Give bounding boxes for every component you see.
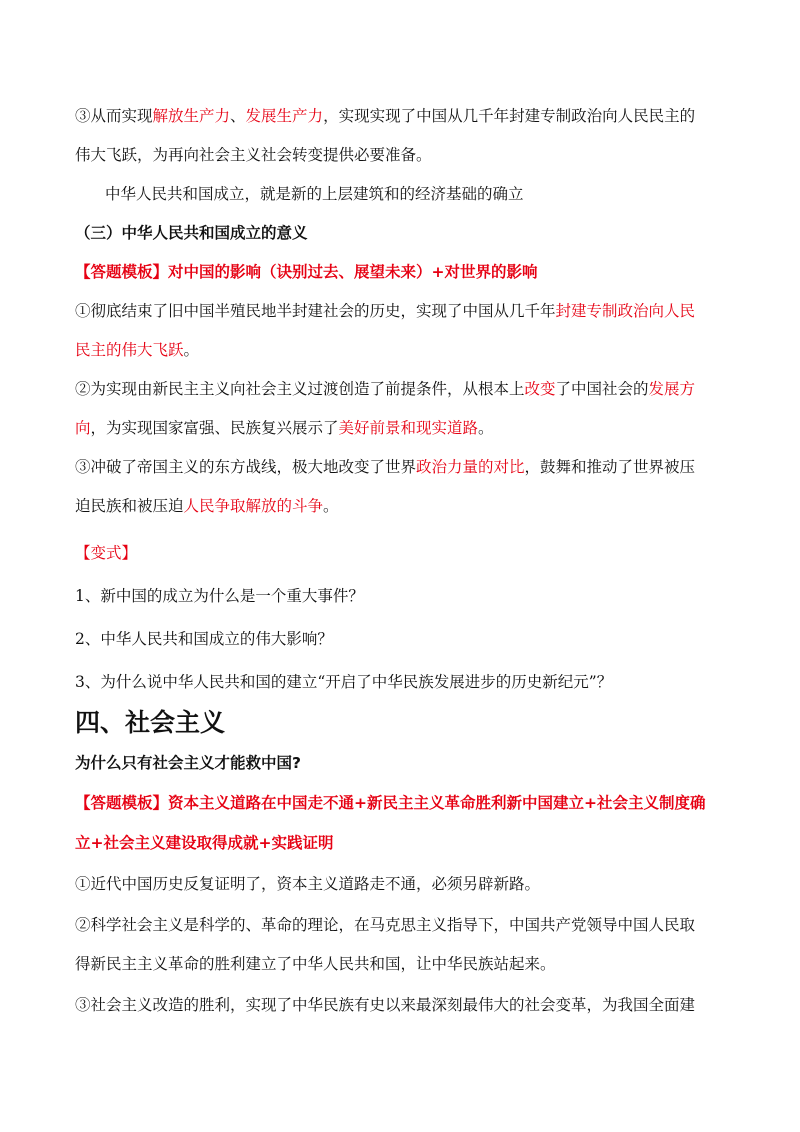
paragraph: 中华人民共和国成立，就是新的上层建筑和的经济基础的确立 [105,185,524,203]
template-label: 【答题模板】 [75,794,169,812]
variant-label: 【变式】 [75,544,138,562]
sec4-item3-line1: ③社会主义改造的胜利，实现了中华民族有史以来最深刻最伟大的社会变革，为我国全面建 [75,996,696,1014]
highlight: 改变 [524,380,556,398]
answer-template: 【答题模板】资本主义道路在中国走不通+新民主主义革命胜利新中国建立+社会主义制度确 [75,794,706,812]
highlight: 发展生产力 [245,107,324,125]
question-item: 2、中华人民共和国成立的伟大影响？ [75,630,333,648]
highlight: 人民争取解放的斗争 [183,497,324,515]
highlight: 发展方 [648,380,696,398]
sec4-item1: ①近代中国历史反复证明了，资本主义道路走不通，必须另辟新路。 [75,875,541,893]
highlight: 封建专制政治向人民 [555,302,696,320]
p1-line1: ③从而实现解放生产力、发展生产力，实现实现了中国从几千年封建专制政治向人民民主的 [75,107,696,125]
item2-line1: ②为实现由新民主主义向社会主义过渡创造了前提条件，从根本上改变了中国社会的发展方 [75,380,696,398]
template-label: 【答题模板】 [75,263,169,281]
question-item: 1、新中国的成立为什么是一个重大事件？ [75,587,364,605]
item2-line2: 向，为实现国家富强、民族复兴展示了美好前景和现实道路。 [75,419,494,437]
highlight: 美好前景和现实道路 [338,419,479,437]
section-title: 四、社会主义 [75,708,226,737]
item3-line2: 迫民族和被压迫人民争取解放的斗争。 [75,497,339,515]
p1-line2: 伟大飞跃，为再向社会主义社会转变提供必要准备。 [75,146,432,164]
sec4-item2-line2: 得新民主主义革命的胜利建立了中华人民共和国，让中华民族站起来。 [75,955,556,973]
section-heading: （三）中华人民共和国成立的意义 [75,224,308,242]
highlight: 向 [75,419,91,437]
highlight: 民主的伟大飞跃 [75,341,184,359]
question-item: 3、为什么说中华人民共和国的建立“开启了中华民族发展进步的历史新纪元”？ [75,673,613,691]
item1-line2: 民主的伟大飞跃。 [75,341,200,359]
answer-template-line2: 立+社会主义建设取得成就+实践证明 [75,834,334,852]
sec4-item2-line1: ②科学社会主义是科学的、革命的理论，在马克思主义指导下，中国共产党领导中国人民取 [75,916,696,934]
item3-line1: ③冲破了帝国主义的东方战线，极大地改变了世界政治力量的对比，鼓舞和推动了世界被压 [75,458,696,476]
highlight: 政治力量的对比 [416,458,525,476]
highlight: 解放生产力 [152,107,231,125]
answer-template: 【答题模板】对中国的影响（诀别过去、展望未来）+对世界的影响 [75,263,538,281]
section-question: 为什么只有社会主义才能救中国? [75,754,301,772]
item1-line1: ①彻底结束了旧中国半殖民地半封建社会的历史，实现了中国从几千年封建专制政治向人民 [75,302,696,320]
